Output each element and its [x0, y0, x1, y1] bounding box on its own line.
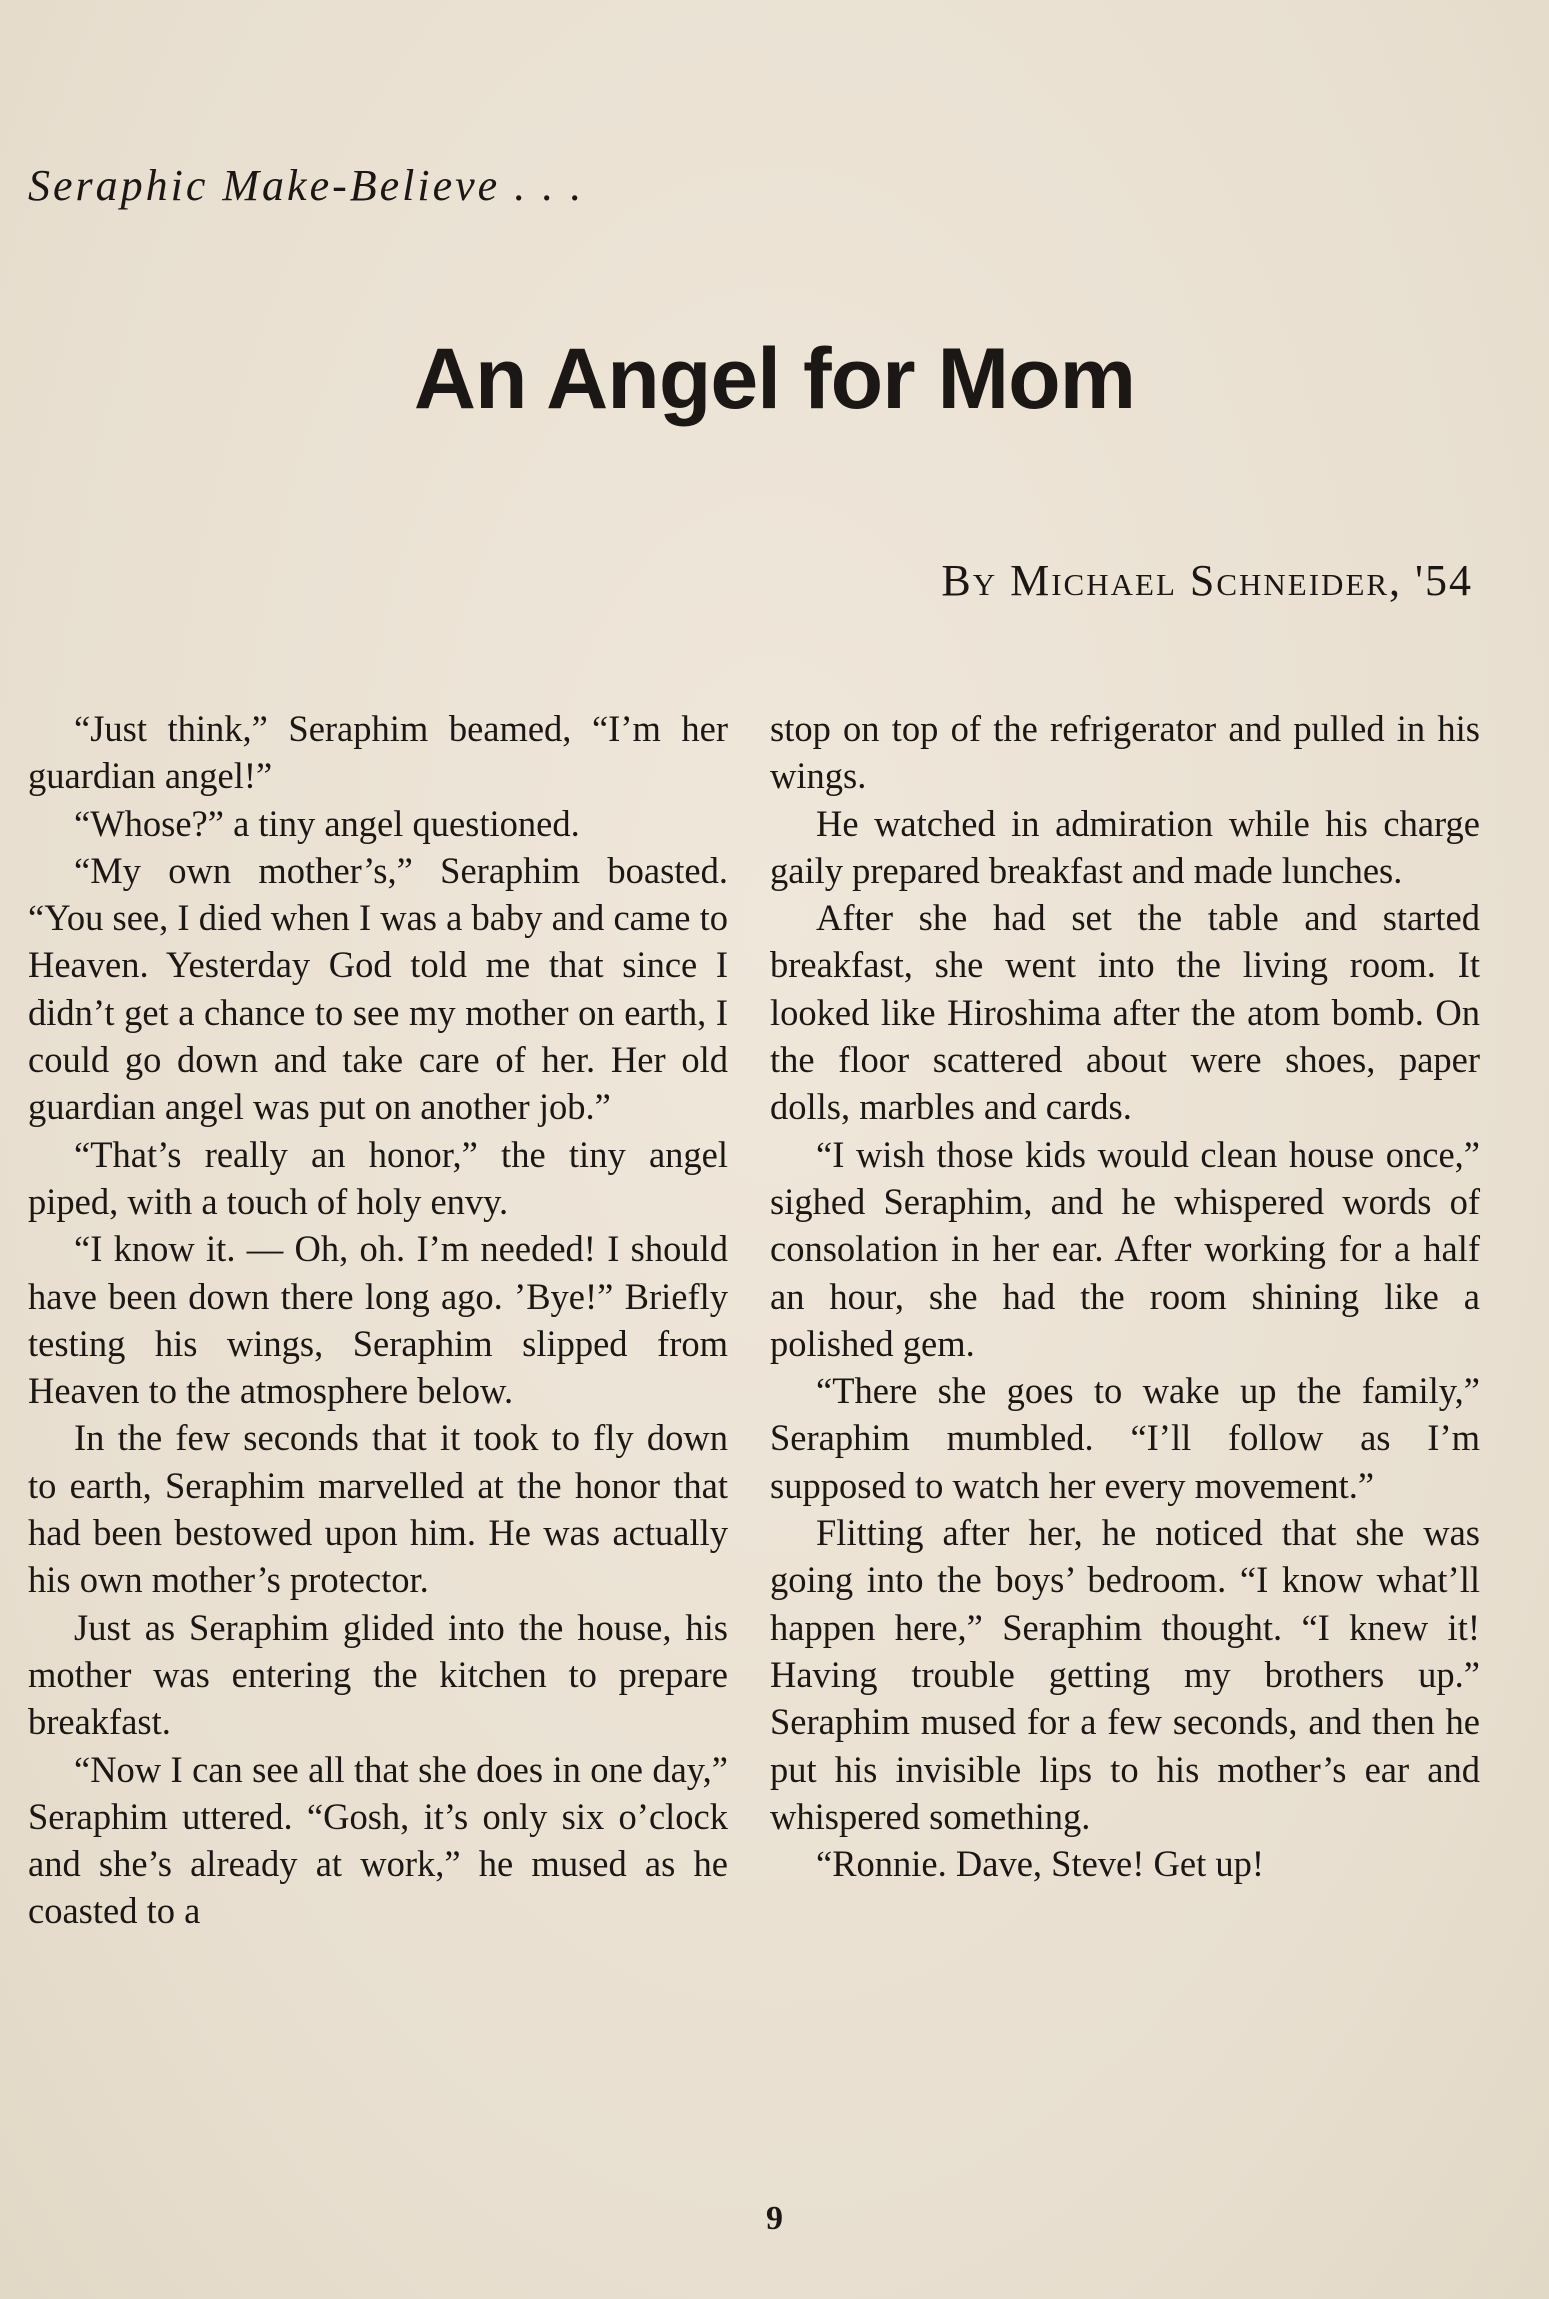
- paragraph: “Just think,” Seraphim beamed, “I’m her guardian angel!”: [28, 708, 728, 797]
- left-column: [28, 705, 728, 1935]
- paragraph: “That’s really an honor,” the tiny angel piped, with a touch of holy envy.: [28, 1133, 728, 1222]
- article-title: An Angel for Mom: [413, 331, 1136, 427]
- paragraph: “Now I can see all that she does in one day,” Seraphim uttered. “Gosh, it’s only six o’clock and she’s already at work,” he mused as he coasted to a: [28, 1748, 728, 1932]
- right-column: [770, 705, 1480, 1887]
- paragraph: “Whose?” a tiny angel questioned.: [74, 802, 580, 844]
- paragraph: “I know it. — Oh, oh. I’m needed! I should have been down there long ago. ’Bye!” Briefly testing his wings, Seraphim slipped from Heaven to the atmosphere below.: [28, 1228, 728, 1412]
- paragraph: “I wish those kids would clean house once,” sighed Seraphim, and he whispered words of consolation in her ear. After working for a half an hour, she had the room shining like a polished gem.: [770, 1133, 1480, 1364]
- paragraph: He watched in admiration while his charge gaily prepared breakfast and made lunches.: [770, 802, 1480, 891]
- paragraph: stop on top of the refrigerator and pulled in his wings.: [770, 708, 1480, 797]
- byline: By Michael Schneider, '54: [941, 556, 1473, 605]
- page-number: 9: [766, 2200, 783, 2237]
- paragraph: In the few seconds that it took to fly down to earth, Seraphim marvelled at the honor that had been bestowed upon him. He was actually his own mother’s protector.: [28, 1417, 728, 1601]
- kicker-text: Seraphic Make-Believe . . .: [28, 161, 585, 210]
- paragraph: Flitting after her, he noticed that she was going into the boys’ bedroom. “I know what’ll happen here,” Seraphim thought. “I knew it! Having trouble getting my brothers up.” Seraphim mused for a few seconds, and then he put his invisible lips to his mother’s ear and whispered something.: [770, 1512, 1480, 1837]
- paragraph: “My own mother’s,” Seraphim boasted. “You see, I died when I was a baby and came to Heaven. Yesterday God told me that since I didn’t get a chance to see my mother on earth, I could go down and take care of her. Her old guardian angel was put on another job.”: [28, 849, 728, 1128]
- paragraph: “Ronnie. Dave, Steve! Get up!: [816, 1843, 1264, 1885]
- paragraph: Just as Seraphim glided into the house, his mother was entering the kitchen to prepare breakfast.: [28, 1606, 728, 1743]
- paragraph: After she had set the table and started breakfast, she went into the living room. It looked like Hiroshima after the atom bomb. On the floor scattered about were shoes, paper dolls, marbles and cards.: [770, 897, 1480, 1128]
- paragraph: “There she goes to wake up the family,” Seraphim mumbled. “I’ll follow as I’m supposed to watch her every movement.”: [770, 1370, 1480, 1506]
